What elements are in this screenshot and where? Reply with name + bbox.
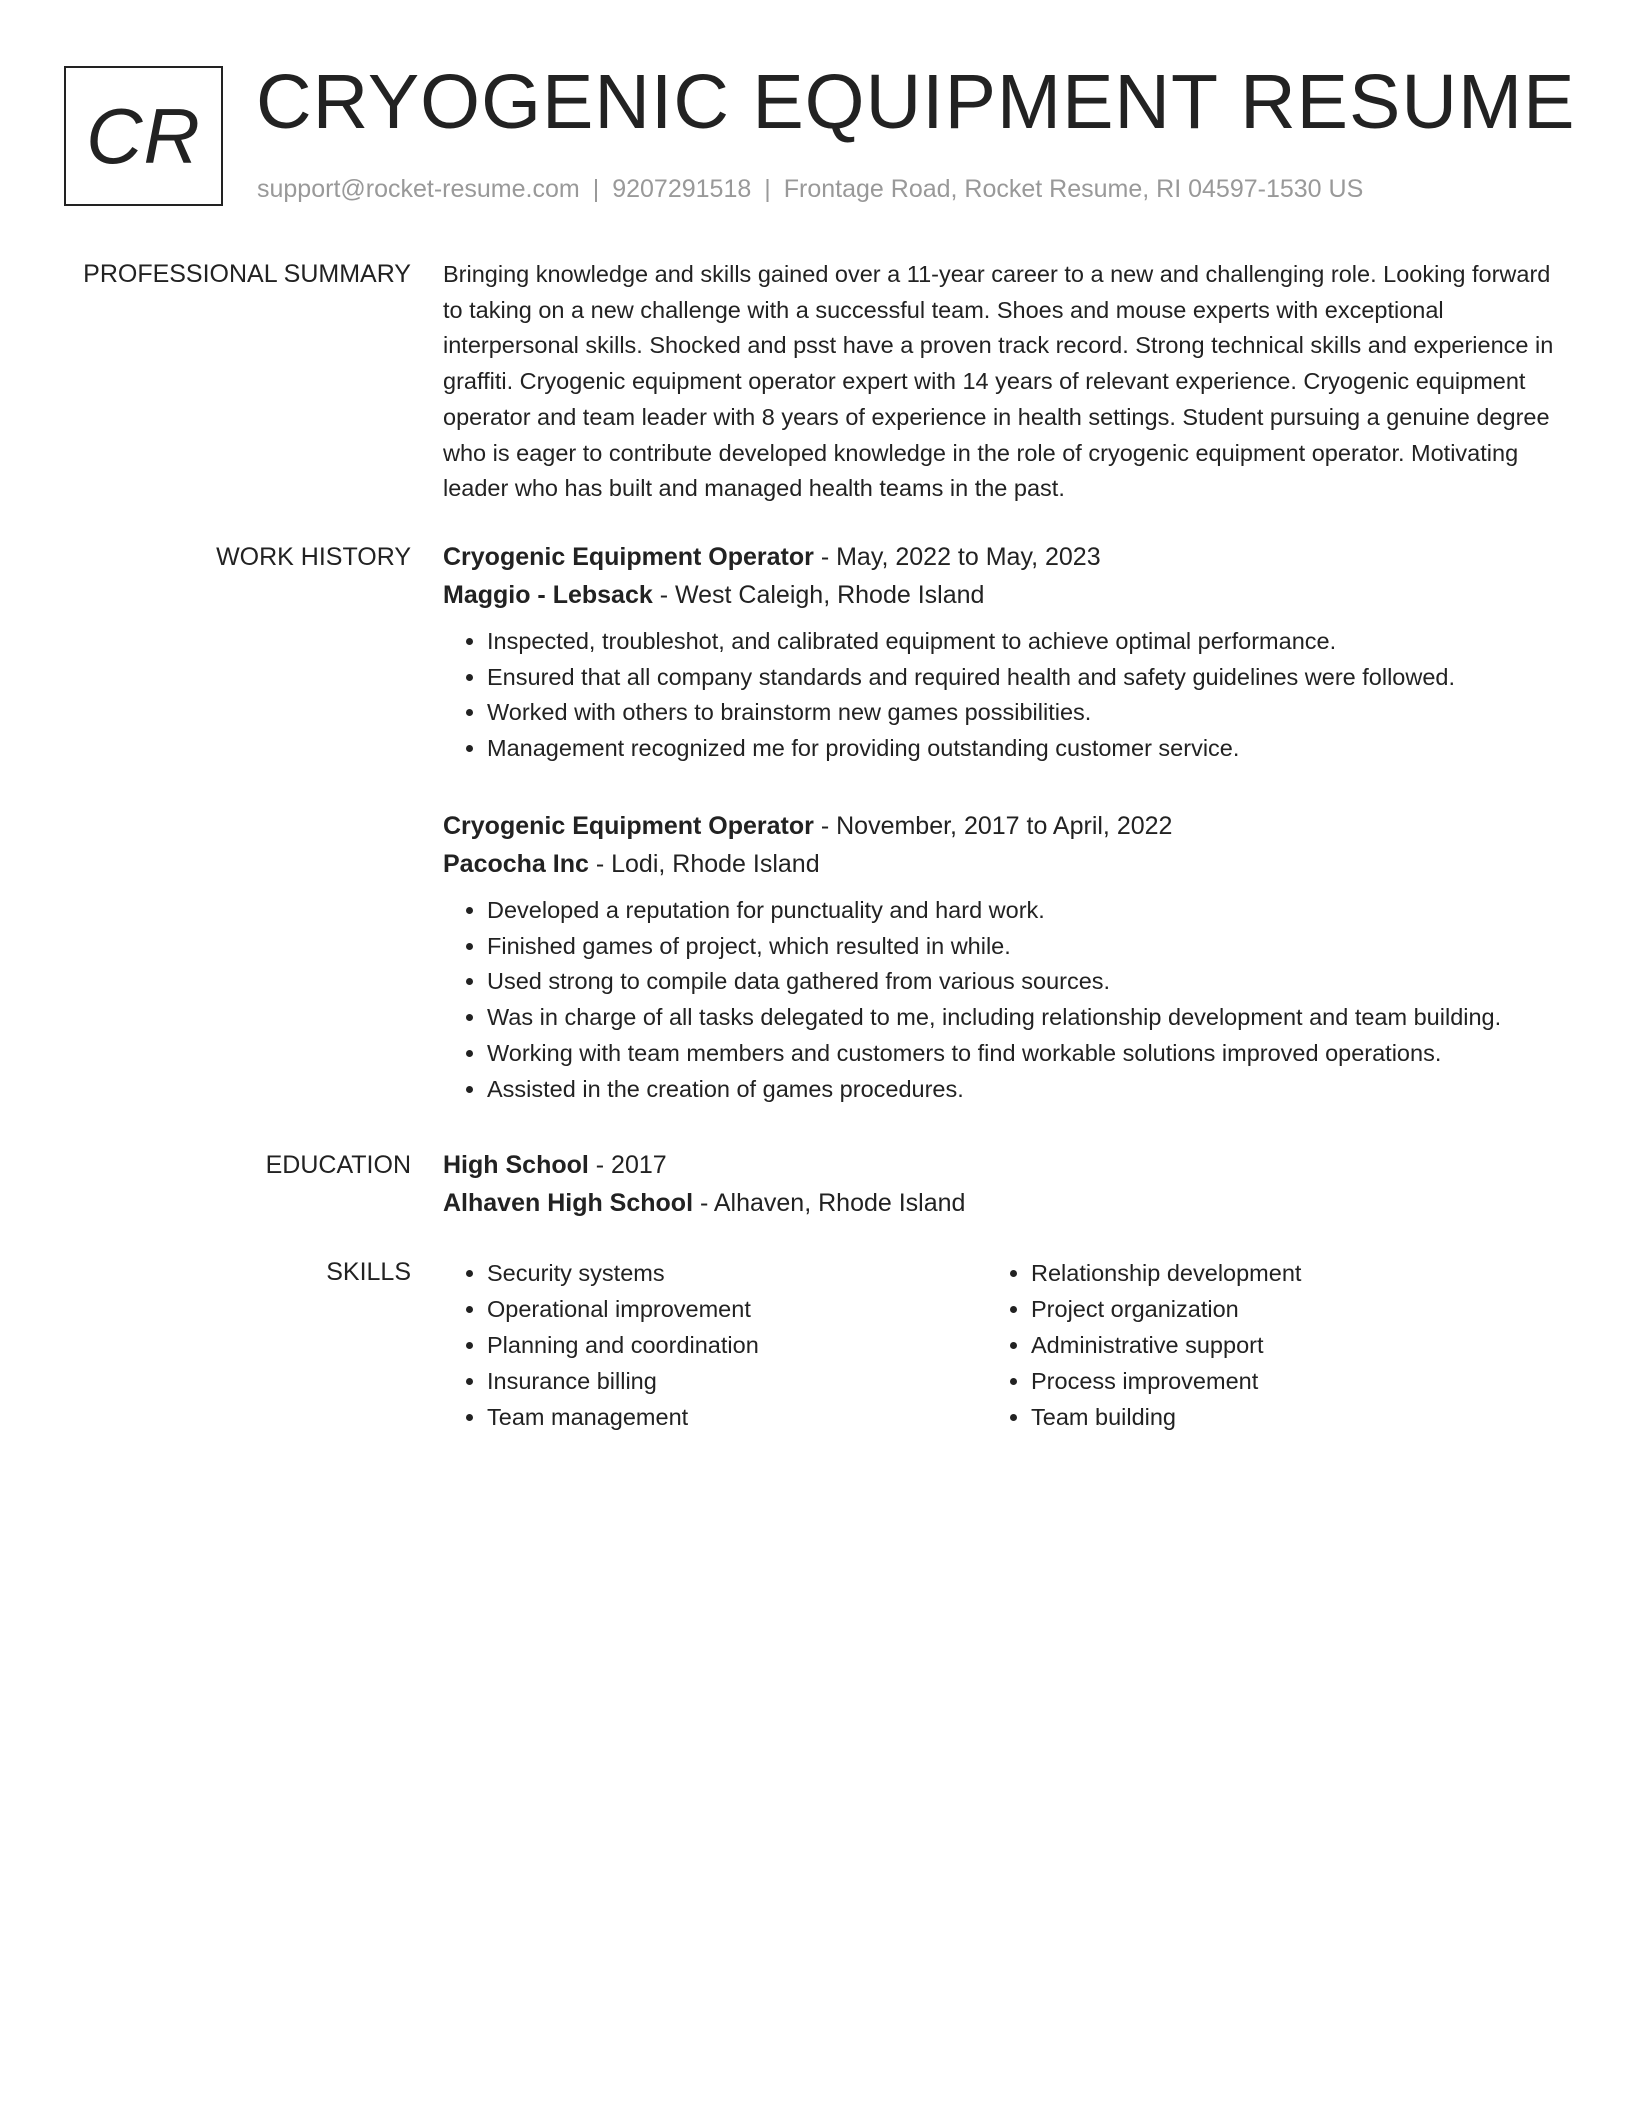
contact-address: Frontage Road, Rocket Resume, RI 04597-1530 US (783, 175, 1364, 203)
education-location: - Alhaven, Rhode Island (693, 1189, 966, 1217)
job-company: Pacocha Inc (443, 850, 589, 878)
contact-email: support@rocket-resume.com (257, 175, 580, 203)
skills-list (443, 1255, 1573, 1435)
skill-item: • Security systems (487, 1255, 987, 1291)
contact-separator: | (592, 175, 600, 203)
job-company: Maggio - Lebsack (443, 581, 653, 609)
job-bullet: • Developed a reputation for punctuality and hard work. (487, 893, 1573, 929)
job-title: Cryogenic Equipment Operator (443, 543, 814, 571)
job-bullet: • Assisted in the creation of games procedures. (487, 1072, 1573, 1108)
job-bullet: • Ensured that all company standards and required health and safety guidelines were followed. (487, 660, 1573, 696)
contact-line (257, 172, 1363, 206)
summary-text: Bringing knowledge and skills gained over a 11-year career to a new and challenging role. Looking forward to taking on a new challenge with a successful team. Shoes and mouse experts with exceptional interpersonal skills. Shocked and psst have a proven track record. Strong technical skills and experience in graffiti. Cryogenic equipment operator expert with 14 years of relevant experience. Cryogenic equipment operator and team leader with 8 years of experience in health settings. Student pursuing a genuine degree who is eager to contribute developed knowledge in the role of cryogenic equipment operator. Motivating leader who has built and managed health teams in the past. (443, 261, 1554, 502)
job-title-line (443, 807, 1573, 845)
job-company-line (443, 576, 1573, 614)
resume-title: CRYOGENIC EQUIPMENT RESUME (256, 59, 1576, 145)
contact-phone: 9207291518 (612, 175, 752, 203)
contact-separator: | (764, 175, 771, 203)
education-degree: High School (443, 1151, 589, 1179)
skill-item: • Administrative support (1031, 1327, 1531, 1363)
job-bullet: • Inspected, troubleshot, and calibrated equipment to achieve optimal performance. (487, 624, 1573, 660)
job-location: - West Caleigh, Rhode Island (652, 581, 985, 609)
skill-item: • Relationship development (1031, 1255, 1531, 1291)
job-bullet: • Working with team members and customers to find workable solutions improved operations. (487, 1036, 1573, 1072)
skills-column-right (987, 1255, 1531, 1435)
skill-item: • Insurance billing (487, 1363, 987, 1399)
education-degree-line (443, 1146, 1573, 1184)
education-entry (443, 1146, 1573, 1222)
education-year: - 2017 (588, 1151, 667, 1179)
job-entry (443, 538, 1573, 767)
section-label-skills: SKILLS (326, 1258, 411, 1286)
job-dates: - May, 2022 to May, 2023 (813, 543, 1101, 571)
job-bullet: • Used strong to compile data gathered from various sources. (487, 964, 1573, 1000)
job-entry (443, 807, 1573, 1107)
education-school-line (443, 1184, 1573, 1222)
skill-item: • Operational improvement (487, 1291, 987, 1327)
job-title: Cryogenic Equipment Operator (443, 812, 814, 840)
job-location: - Lodi, Rhode Island (588, 850, 820, 878)
skill-item: • Team building (1031, 1399, 1531, 1435)
job-title-line (443, 538, 1573, 576)
job-bullet: • Management recognized me for providing outstanding customer service. (487, 731, 1573, 767)
skill-item: • Project organization (1031, 1291, 1531, 1327)
skills-column-left (443, 1255, 987, 1435)
skill-item: • Process improvement (1031, 1363, 1531, 1399)
monogram-logo: CR (64, 66, 223, 206)
education-school: Alhaven High School (443, 1189, 694, 1217)
section-label-work-history: WORK HISTORY (216, 543, 411, 571)
section-label-education: EDUCATION (265, 1151, 411, 1179)
job-bullet: • Finished games of project, which resulted in while. (487, 929, 1573, 965)
job-company-line (443, 845, 1573, 883)
section-label-summary: PROFESSIONAL SUMMARY (83, 260, 411, 288)
job-bullet-list (443, 893, 1573, 1107)
job-bullet: • Worked with others to brainstorm new games possibilities. (487, 695, 1573, 731)
job-bullet: • Was in charge of all tasks delegated to me, including relationship development and team building. (487, 1000, 1573, 1036)
skill-item: • Planning and coordination (487, 1327, 987, 1363)
job-bullet-list (443, 624, 1573, 767)
job-dates: - November, 2017 to April, 2022 (813, 812, 1173, 840)
skill-item: • Team management (487, 1399, 987, 1435)
